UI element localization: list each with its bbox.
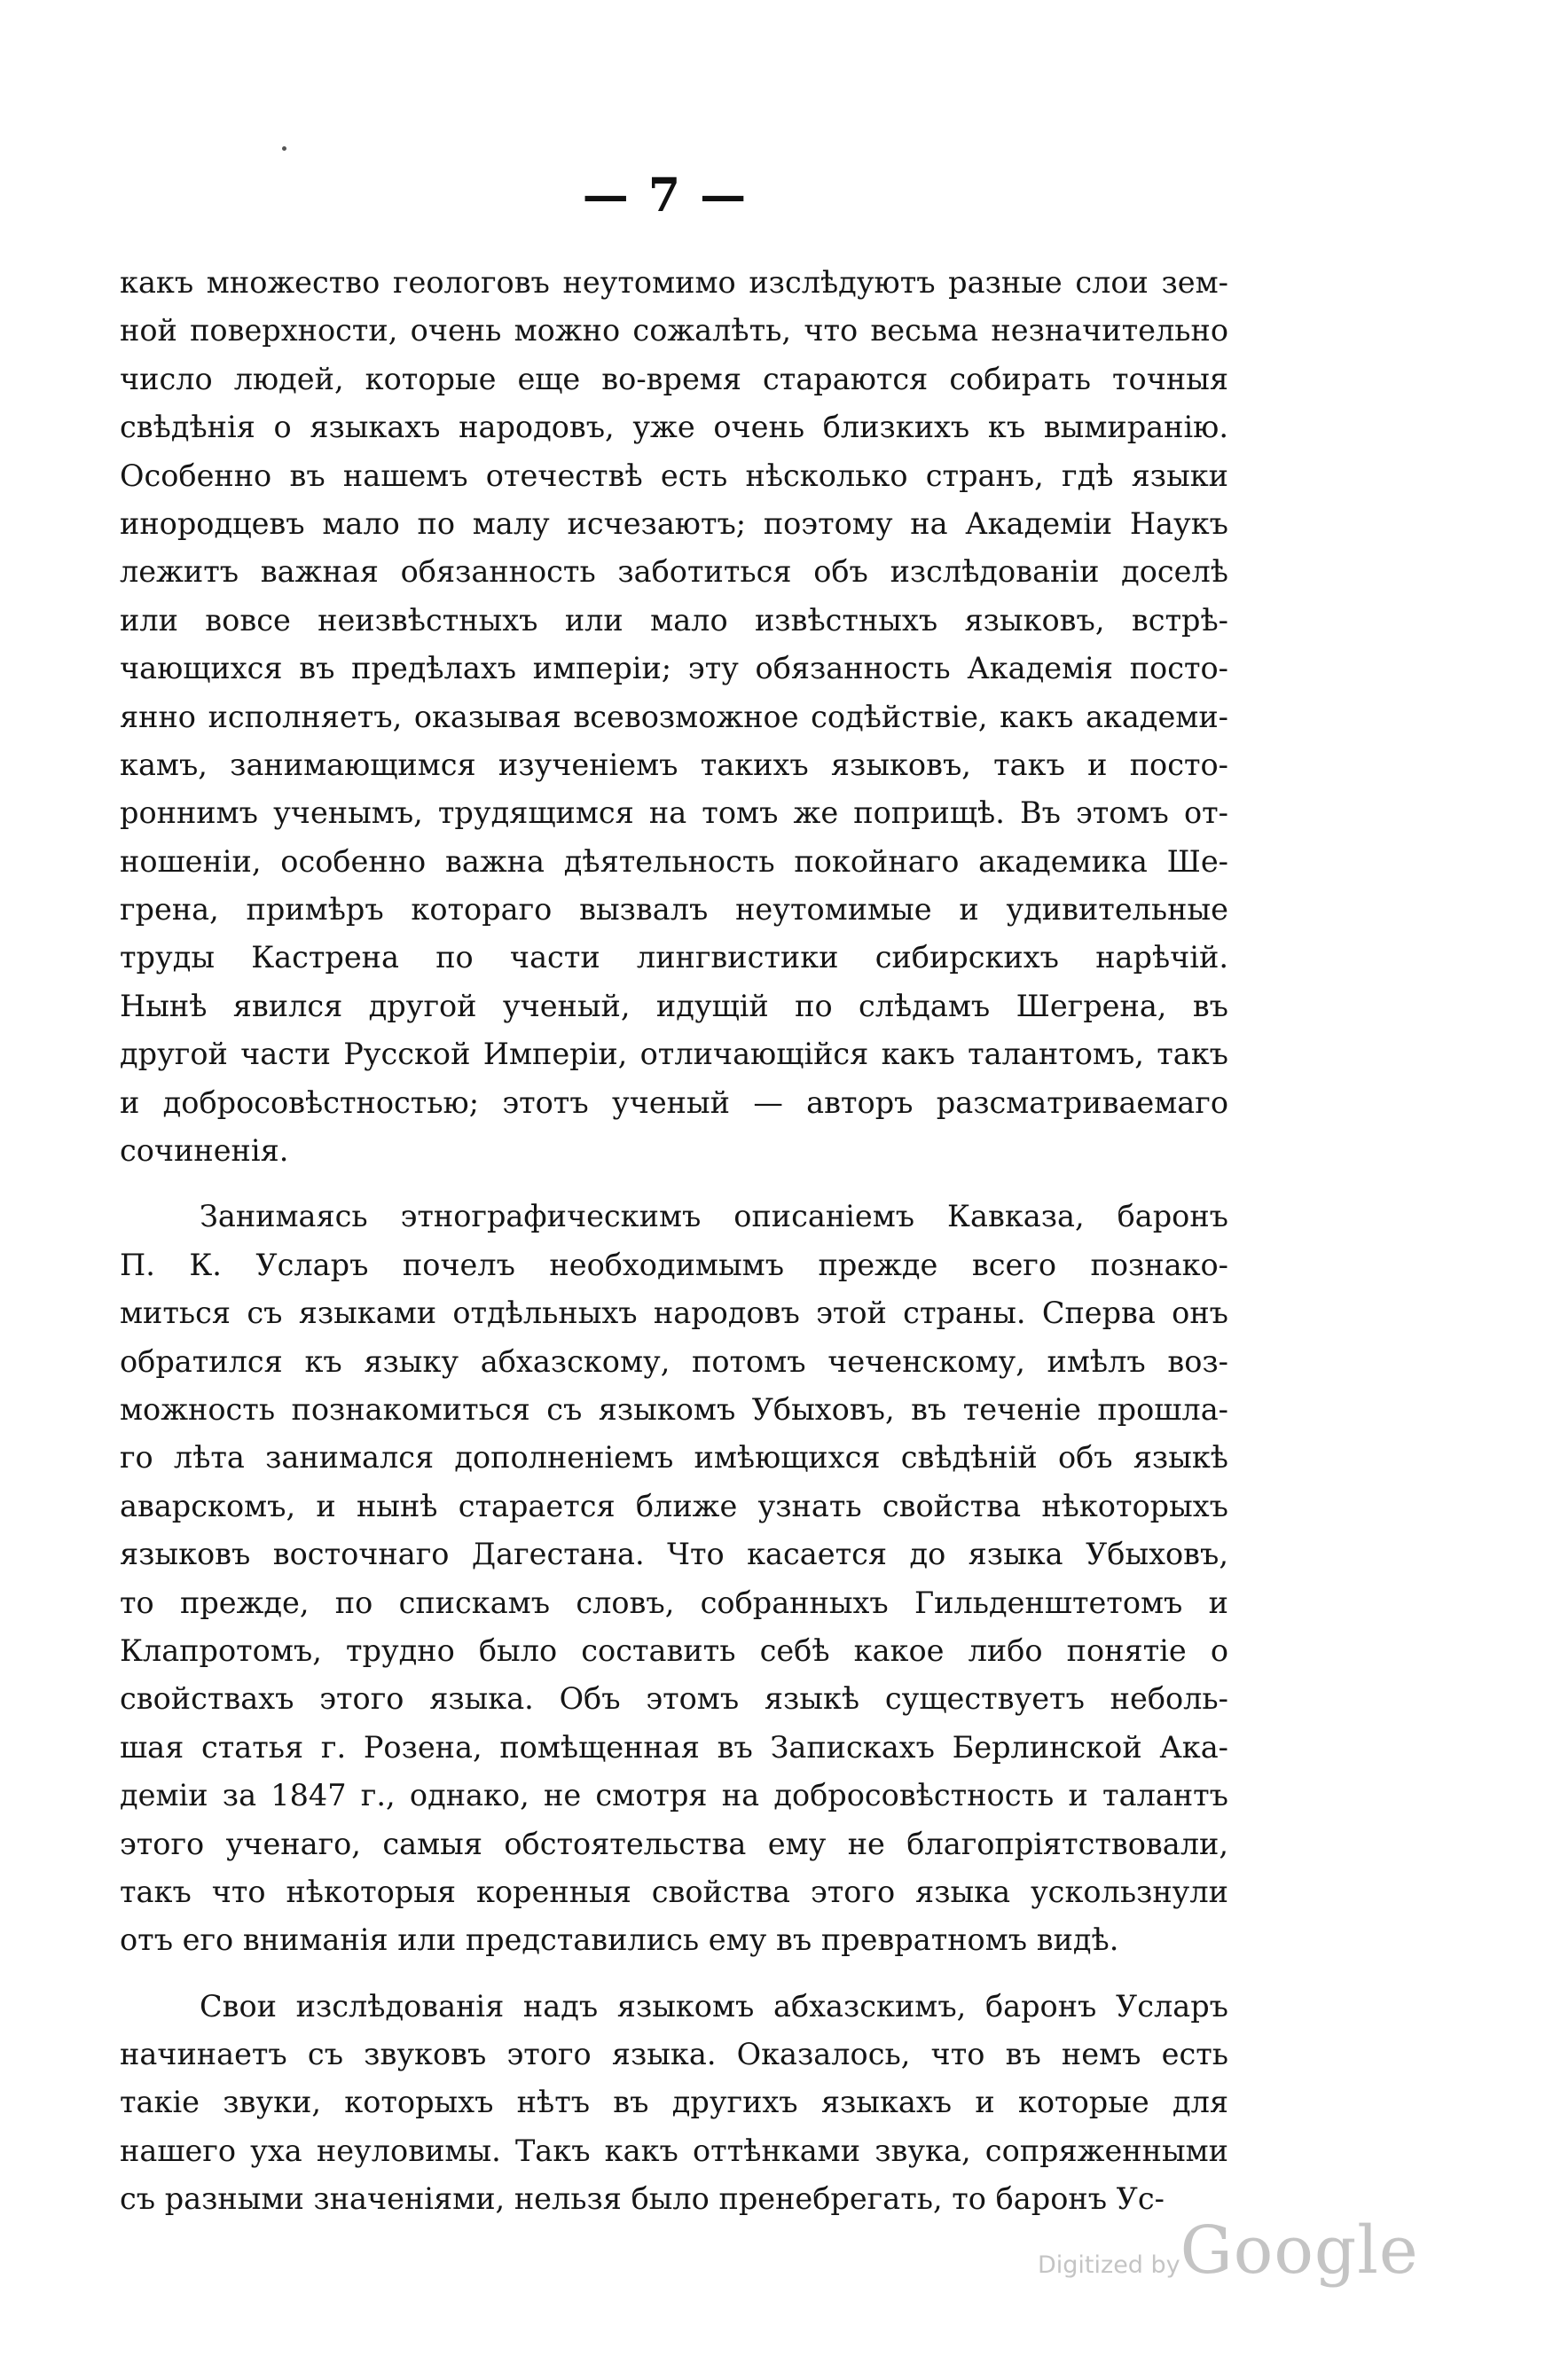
paragraph [120, 259, 1228, 1175]
text-line: Клапротомъ, трудно было составить себѣ какое либо понятіе о [120, 1632, 1228, 1668]
text-line: можность познакомиться съ языкомъ Убыховъ, въ теченіе прошла- [120, 1391, 1228, 1427]
text-line: деміи за 1847 г., однако, не смотря на добросовѣстность и талантъ [120, 1778, 1228, 1813]
text-line: другой части Русской Имперіи, отличающійся какъ талантомъ, такъ [120, 1037, 1228, 1072]
text-line: янно исполняетъ, оказывая всевозможное содѣйствіе, какъ академи- [120, 699, 1228, 734]
text-line: грена, примѣръ котораго вызвалъ неутомимые и удивительные [120, 892, 1228, 928]
page-number: — 7 — [582, 168, 749, 223]
text-line: П. К. Усларъ почелъ необходимымъ прежде всего познако- [120, 1247, 1228, 1282]
text-line: то прежде, по спискамъ словъ, собранныхъ Гильденштетомъ и [120, 1585, 1228, 1620]
text-line: съ разными значеніями, нельзя было пренебрегать, то баронъ Ус- [120, 2181, 1165, 2217]
paragraph [120, 1983, 1228, 2224]
text-line: камъ, занимающимся изученіемъ такихъ языковъ, такъ и посто- [120, 747, 1228, 782]
text-line: нашего уха неуловимы. Такъ какъ оттѣнками звука, сопряженными [120, 2133, 1228, 2168]
body-text [120, 259, 1228, 2242]
text-line: число людей, которые еще во-время стараются собирать точныя [120, 361, 1228, 396]
text-line: роннимъ ученымъ, трудящимся на томъ же поприщѣ. Въ этомъ от- [120, 795, 1228, 831]
text-line: Занимаясь этнографическимъ описаніемъ Кавказа, баронъ [200, 1199, 1228, 1234]
text-line: такъ что нѣкоторыя коренныя свойства этого языка ускользнули [120, 1874, 1228, 1909]
text-line: ной поверхности, очень можно сожалѣть, что весьма незначительно [120, 313, 1228, 348]
text-line: отъ его вниманія или представились ему въ превратномъ видѣ. [120, 1922, 1119, 1958]
text-line: или вовсе неизвѣстныхъ или мало извѣстныхъ языковъ, встрѣ- [120, 602, 1228, 638]
text-line: Свои изслѣдованія надъ языкомъ абхазскимъ, баронъ Усларъ [200, 1988, 1228, 2024]
text-line: труды Кастрена по части лингвистики сибирскихъ нарѣчій. [120, 940, 1228, 975]
text-line: и добросовѣстностью; этотъ ученый — авторъ разсматриваемаго [120, 1084, 1228, 1120]
text-line: такіе звуки, которыхъ нѣтъ въ другихъ языкахъ и которые для [120, 2085, 1228, 2120]
scan-speck [282, 146, 286, 151]
text-line: Нынѣ явился другой ученый, идущій по слѣдамъ Шегрена, въ [120, 988, 1228, 1023]
text-line: лежитъ важная обязанность заботиться объ изслѣдованіи доселѣ [120, 554, 1228, 590]
text-line: ношеніи, особенно важна дѣятельность покойнаго академика Ше- [120, 843, 1228, 879]
text-line: аварскомъ, и нынѣ старается ближе узнать свойства нѣкоторыхъ [120, 1488, 1228, 1523]
text-line: какъ множество геологовъ неутомимо изслѣдуютъ разные слои зем- [120, 265, 1228, 300]
text-line: шая статья г. Розена, помѣщенная въ Запискахъ Берлинской Ака- [120, 1729, 1228, 1765]
text-line: сочиненія. [120, 1133, 289, 1169]
text-line: инородцевъ мало по малу исчезаютъ; поэтому на Академіи Наукъ [120, 505, 1228, 541]
text-line: го лѣта занимался дополненіемъ имѣющихся свѣдѣній объ языкѣ [120, 1440, 1228, 1476]
text-line: языковъ восточнаго Дагестана. Что касается до языка Убыховъ, [120, 1537, 1228, 1572]
text-line: обратился къ языку абхазскому, потомъ чеченскому, имѣлъ воз- [120, 1343, 1228, 1379]
text-line: свѣдѣнія о языкахъ народовъ, уже очень близкихъ къ вымиранію. [120, 410, 1228, 445]
text-line: этого ученаго, самыя обстоятельства ему не благопріятствовали, [120, 1826, 1228, 1861]
text-line: чающихся въ предѣлахъ имперіи; эту обязанность Академія посто- [120, 651, 1228, 686]
text-line: миться съ языками отдѣльныхъ народовъ этой страны. Сперва онъ [120, 1296, 1228, 1331]
watermark-prefix: Digitized by [1038, 2251, 1180, 2279]
digitized-by-google-watermark [1038, 2212, 1419, 2289]
text-line: начинаетъ съ звуковъ этого языка. Оказалось, что въ немъ есть [120, 2037, 1228, 2072]
text-line: свойствахъ этого языка. Объ этомъ языкѣ существуетъ неболь- [120, 1681, 1228, 1717]
text-line: Особенно въ нашемъ отечествѣ есть нѣсколько странъ, гдѣ языки [120, 458, 1228, 493]
paragraph [120, 1193, 1228, 1964]
google-logo: Google [1180, 2212, 1419, 2289]
